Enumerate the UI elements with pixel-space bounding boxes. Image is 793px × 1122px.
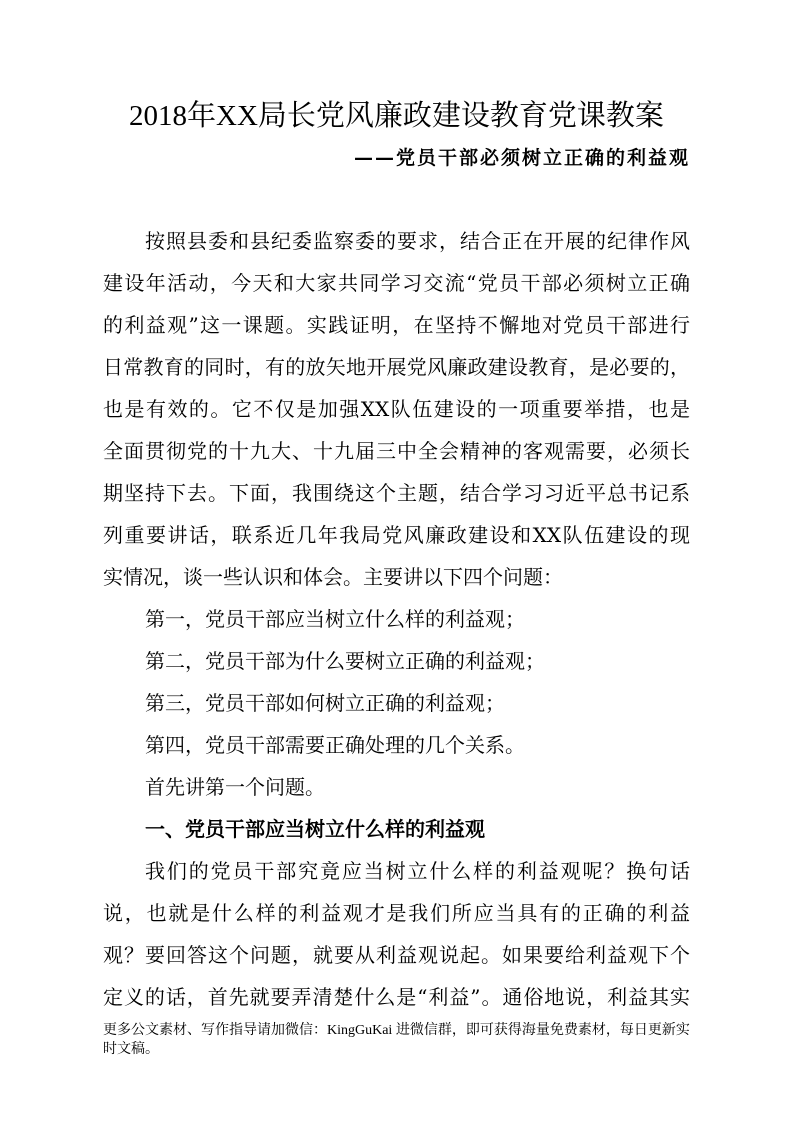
paragraph-line: 全面贯彻党的十九大、十九届三中全会精神的客观需要，必须长 (103, 439, 690, 463)
document-subtitle: ——党员干部必须树立正确的利益观 (353, 147, 690, 169)
paragraph-line: 观？要回答这个问题，就要从利益观说起。如果要给利益观下个 (103, 943, 690, 967)
paragraph-line: 建设年活动，今天和大家共同学习交流“党员干部必须树立正确 (103, 271, 690, 295)
paragraph-line: 定义的话，首先就要弄清楚什么是“利益”。通俗地说，利益其实 (103, 985, 690, 1009)
question-item: 第四，党员干部需要正确处理的几个关系。 (145, 733, 525, 757)
paragraph-line: 期坚持下去。下面，我围绕这个主题，结合学习习近平总书记系 (103, 481, 690, 505)
question-item: 第二，党员干部为什么要树立正确的利益观； (145, 649, 545, 673)
document-body (103, 220, 690, 1018)
footer-line: 更多公文素材、写作指导请加微信：KingGuKai 进微信群，即可获得海量免费素材，每日更新实 (103, 1023, 690, 1038)
paragraph-line: 也是有效的。它不仅是加强XX队伍建设的一项重要举措，也是 (103, 397, 690, 421)
section-heading: 一、党员干部应当树立什么样的利益观 (145, 817, 485, 841)
paragraph-line: 实情况，谈一些认识和体会。主要讲以下四个问题： (103, 565, 563, 589)
paragraph-line: 的利益观”这一课题。实践证明，在坚持不懈地对党员干部进行 (103, 313, 690, 337)
paragraph-line: 按照县委和县纪委监察委的要求，结合正在开展的纪律作风 (145, 229, 690, 253)
document-title: 2018年XX局长党风廉政建设教育党课教案 (129, 100, 664, 132)
transition-text: 首先讲第一个问题。 (145, 775, 325, 799)
question-item: 第三，党员干部如何树立正确的利益观； (145, 691, 505, 715)
footer-note (103, 1021, 693, 1059)
paragraph-line: 列重要讲话，联系近几年我局党风廉政建设和XX队伍建设的现 (103, 523, 690, 547)
question-item: 第一，党员干部应当树立什么样的利益观； (145, 607, 525, 631)
paragraph-line: 日常教育的同时，有的放矢地开展党风廉政建设教育，是必要的， (103, 355, 690, 379)
footer-line: 时文稿。 (103, 1042, 159, 1057)
paragraph-line: 说，也就是什么样的利益观才是我们所应当具有的正确的利益 (103, 901, 690, 925)
paragraph-line: 我们的党员干部究竟应当树立什么样的利益观呢？换句话 (145, 859, 690, 883)
